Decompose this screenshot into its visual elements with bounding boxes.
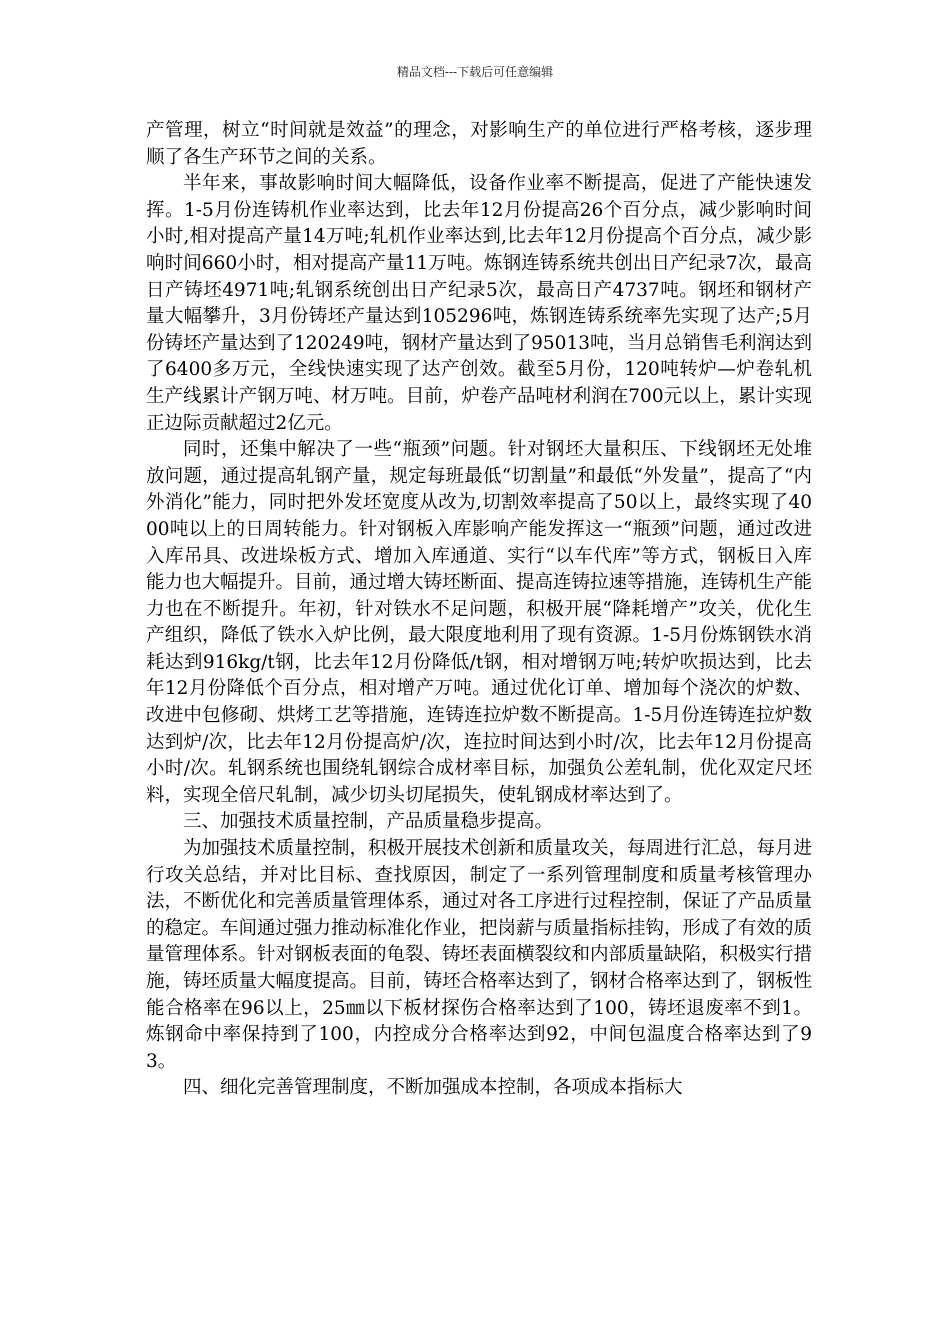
page-header: 精品文档---下载后可任意编辑 xyxy=(396,65,554,79)
paragraph-quality-control: 为加强技术质量控制，积极开展技术创新和质量攻关，每周进行汇总，每月进行攻关总结，并对比目标、查找原因，制定了一系列管理制度和质量考核管理办法，不断优化和完善质量管理体系，通过对各工序进行过程控制，保证了产品质量的稳定。车间通过强力推动标准化作业，把岗薪与质量指标挂钩，形成了有效的质量管理体系。针对钢板表面的龟裂、铸坯表面横裂纹和内部质量缺陷，积极实行措施，铸坯质量大幅度提高。目前，铸坯合格率达到了，钢材合格率达到了，钢板性能合格率在96以上，25㎜以下板材探伤合格率达到了100，铸坯退废率不到1。炼钢命中率保持到了100，内控成分合格率达到92，中间包温度合格率达到了93。 xyxy=(146,838,813,1072)
document-body xyxy=(146,118,812,1102)
section-heading-cost-control: 四、细化完善管理制度，不断加强成本控制，各项成本指标大 xyxy=(183,1077,683,1099)
section-heading-quality-control: 三、加强技术质量控制，产品质量稳步提高。 xyxy=(183,811,554,833)
paragraph-continuation: 产管理，树立“时间就是效益”的理念，对影响生产的单位进行严格考核，逐步理顺了各生产环节之间的关系。 xyxy=(146,120,812,168)
paragraph-bottleneck-solutions: 同时，还集中解决了一些“瓶颈”问题。针对钢坯大量积压、下线钢坯无处堆放问题，通过提高轧钢产量，规定每班最低“切割量”和最低“外发量”，提高了“内外消化”能力，同时把外发坯宽度从改为,切割效率提高了50以上，最终实现了4000吨以上的日周转能力。针对钢板入库影响产能发挥这一“瓶颈”问题，通过改进入库吊具、改进垛板方式、增加入库通道、实行“以车代库”等方式，钢板日入库能力也大幅提升。目前，通过增大铸坯断面、提高连铸拉速等措施，连铸机生产能力也在不断提升。年初，针对铁水不足问题，积极开展“降耗增产”攻关，优化生产组织，降低了铁水入炉比例，最大限度地利用了现有资源。1-5月份炼钢铁水消耗达到916kg/t钢，比去年12月份降低/t钢，相对增钢万吨;转炉吹损达到，比去年12月份降低个百分点，相对增产万吨。通过优化订单、增加每个浇次的炉数、改进中包修砌、烘烤工艺等措施，连铸连拉炉数不断提高。1-5月份连铸连拉炉数达到炉/次，比去年12月份提高炉/次，连拉时间达到小时/次，比去年12月份提高小时/次。轧钢系统也围绕轧钢综合成材率目标，加强负公差轧制，优化双定尺坯料，实现全倍尺轧制，减少切头切尾损失，使轧钢成材率达到了。 xyxy=(146,439,813,806)
paragraph-production-results: 半年来，事故影响时间大幅降低，设备作业率不断提高，促进了产能快速发挥。1-5月份连铸机作业率达到，比去年12月份提高26个百分点，减少影响时间小时,相对提高产量14万吨;轧机作业率达到,比去年12月份提高个百分点，减少影响时间660小时，相对提高产量11万吨。炼钢连铸系统共创出日产纪录7次，最高日产铸坯4971吨;轧钢系统创出日产纪录5次，最高日产4737吨。钢坯和钢材产量大幅攀升，3月份铸坯产量达到105296吨，炼钢连铸系统率先实现了达产;5月份铸坯产量达到了120249吨，钢材产量达到了95013吨，当月总销售毛利润达到了6400多万元，全线快速实现了达产创效。截至5月份，120吨转炉—炉卷轧机生产线累计产钢万吨、材万吨。目前，炉卷产品吨材利润在700元以上，累计实现正边际贡献超过2亿元。 xyxy=(146,173,812,434)
